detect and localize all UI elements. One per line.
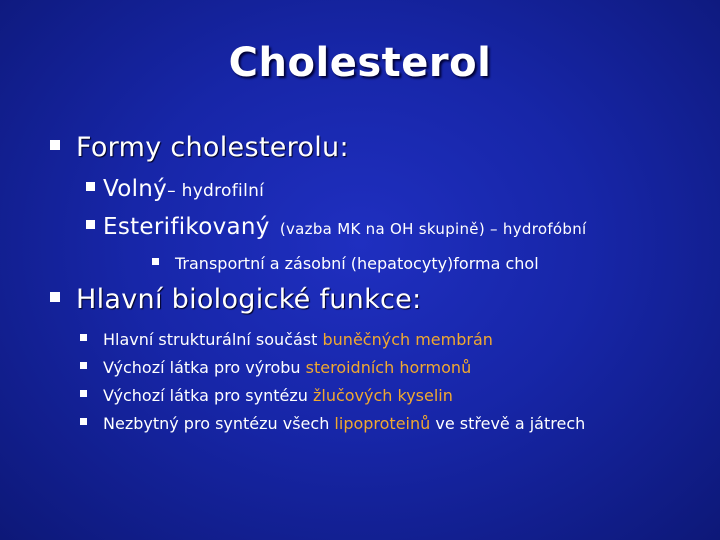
square-bullet-icon	[80, 362, 87, 369]
square-bullet-icon	[50, 140, 60, 150]
function-text: Výchozí látka pro výrobu	[103, 358, 306, 377]
forms-heading: Formy cholesterolu:	[76, 132, 349, 163]
square-bullet-icon	[80, 334, 87, 341]
function-text: Výchozí látka pro syntézu	[103, 386, 313, 405]
functions-heading: Hlavní biologické funkce:	[76, 284, 422, 315]
square-bullet-icon	[86, 182, 95, 191]
ester-form-item	[86, 214, 587, 240]
free-form-item	[86, 176, 264, 202]
square-bullet-icon	[80, 390, 87, 397]
free-form-name: Volný	[103, 176, 168, 202]
ester-sub-text: Transportní a zásobní (hepatocyty)forma chol	[175, 254, 539, 273]
function-item	[80, 358, 471, 377]
free-form-desc: – hydrofilní	[167, 181, 265, 201]
square-bullet-icon	[50, 292, 60, 302]
function-highlight: žlučových kyselin	[312, 386, 453, 405]
function-item	[80, 414, 585, 433]
function-text-tail: ve střevě a játrech	[430, 414, 586, 433]
function-text: Hlavní strukturální součást	[103, 330, 323, 349]
function-highlight: buněčných membrán	[322, 330, 493, 349]
ester-form-name: Esterifikovaný	[103, 214, 270, 240]
functions-heading-item	[50, 284, 421, 315]
function-highlight: steroidních hormonů	[305, 358, 472, 377]
forms-heading-item	[50, 132, 349, 163]
function-item	[80, 386, 453, 405]
square-bullet-icon	[86, 220, 95, 229]
ester-form-desc: (vazba MK na OH skupině) – hydrofóbní	[269, 220, 587, 238]
function-highlight: lipoproteinů	[334, 414, 431, 433]
function-text: Nezbytný pro syntézu všech	[103, 414, 335, 433]
square-bullet-icon	[152, 258, 159, 265]
square-bullet-icon	[80, 418, 87, 425]
ester-sub-item	[152, 254, 539, 273]
slide-title: Cholesterol	[228, 40, 492, 86]
function-item	[80, 330, 493, 349]
